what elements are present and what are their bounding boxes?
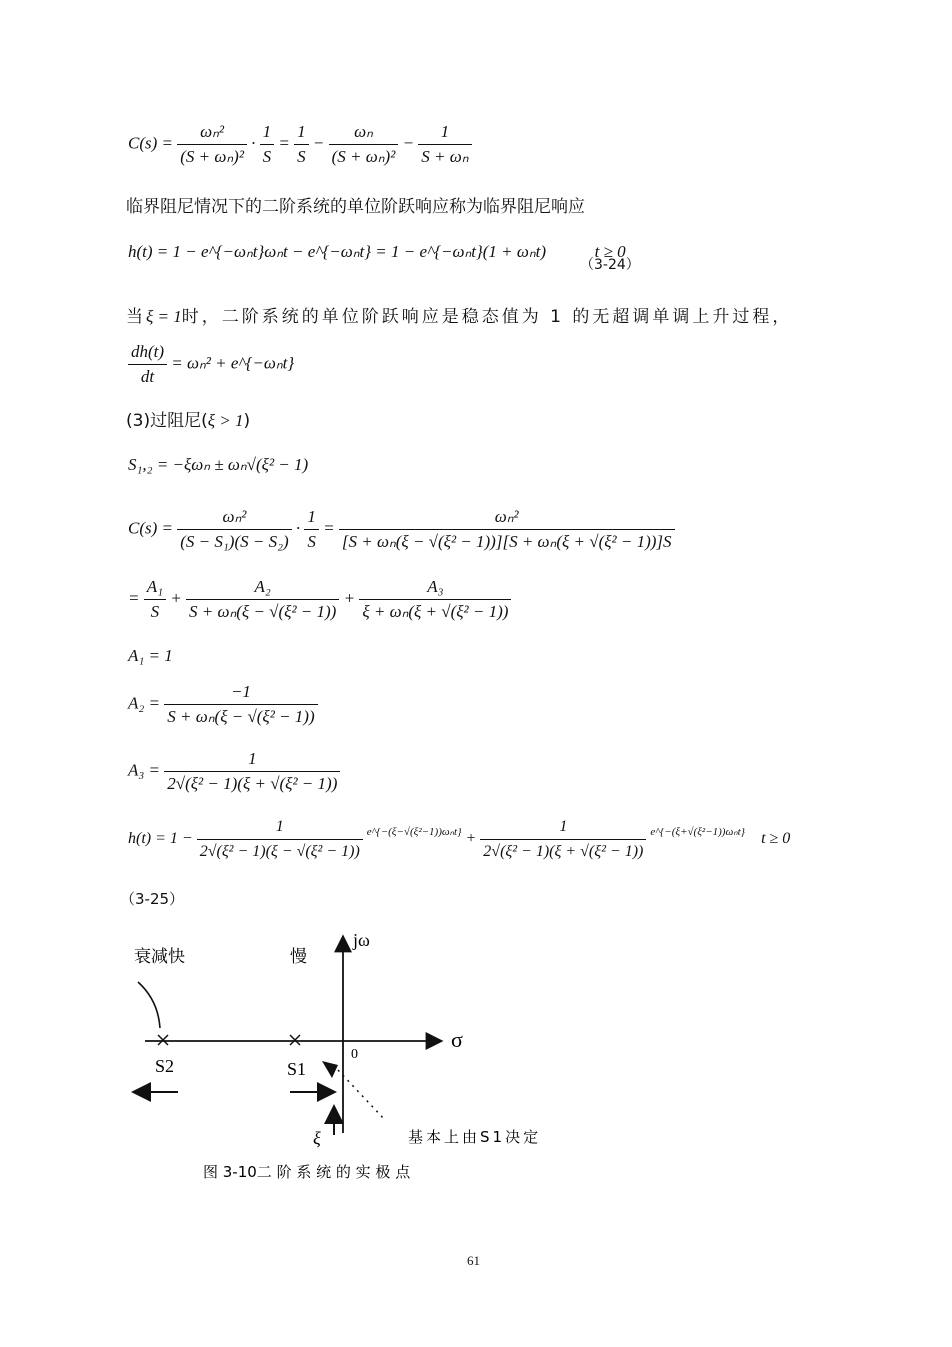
pole-s2-label: S2 bbox=[155, 1056, 175, 1076]
text-when-xi-1: 当ξ = 1时，二阶系统的单位阶跃响应是稳态值为 1 的无超调单调上升过程， bbox=[126, 307, 793, 327]
equation-tag-3-25: （3-25） bbox=[120, 890, 185, 908]
dotted-pointer bbox=[338, 1070, 385, 1120]
equation-dh-dt: $\frac{dh(t)}{dt}$ = ωₙ² + e^{−ωₙt} bbox=[128, 340, 294, 389]
pole-s1-marker bbox=[290, 1035, 300, 1045]
equation-a1: A₁ = 1 bbox=[128, 646, 173, 665]
pole-s2-marker bbox=[158, 1035, 168, 1045]
real-axis-label: σ bbox=[451, 1027, 463, 1052]
label-fast-decay: 衰减快 bbox=[134, 947, 185, 967]
equation-a3: A₃ = $\frac{1}{\text{2√(ξ² − 1)(ξ + √(ξ² − 1))}}$ bbox=[128, 747, 340, 796]
equation-s12: S₁,₂ = −ξωₙ ± ωₙ√(ξ² − 1) bbox=[128, 455, 309, 474]
pointer-arrowhead bbox=[322, 1061, 338, 1078]
pole-s1-label: S1 bbox=[287, 1059, 307, 1079]
real-poles-diagram bbox=[0, 920, 952, 1200]
text-critical-damping: 临界阻尼情况下的二阶系统的单位阶跃响应称为临界阻尼响应 bbox=[126, 197, 585, 217]
label-slow: 慢 bbox=[290, 947, 307, 967]
equation-h-critical: h(t) = 1 − e^{−ωₙt}ωₙt − e^{−ωₙt} = 1 − e^{−ωₙt}(1 + ωₙt) t ≥ 0 bbox=[128, 242, 626, 261]
equation-cs-critical: C(s) = $\frac{\text{ωₙ²}}{\text{(S + ωₙ)²}}$ · $\frac{1}{S}$ = $\frac{1}{S}$ − $\frac{\text{ωₙ}}{\text{(S + ωₙ)²}}$ − $\frac{1}{\text{S + ωₙ}}$ bbox=[128, 120, 472, 169]
imag-axis-label: jω bbox=[353, 930, 370, 950]
figure-caption: 图 3-10二 阶 系 统 的 实 极 点 bbox=[203, 1163, 411, 1181]
text-overdamped: (3)过阻尼(ξ > 1) bbox=[126, 411, 251, 431]
equation-h-overdamped: h(t) = 1 − $\frac{1}{\text{2√(ξ² − 1)(ξ − √(ξ² − 1))}}$ $^{e\^{}\{-(\xi-√(\xi^2-1))\omega_nt\}}$ + $\frac{1}{\text{2√(ξ² − 1)(ξ + √(ξ² − 1))}}$ $^{e\^{}\{-(\xi+√(\xi^2-1))\omega_nt\}}$ t ≥ 0 bbox=[128, 815, 790, 864]
equation-cs-overdamped: C(s) = $\frac{\text{ωₙ²}}{\text{(S − S₁)(S − S₂)}}$ · $\frac{1}{S}$ = $\frac{\text{ωₙ²}}{\text{[S + ωₙ(ξ − √(ξ² − 1))][S + ωₙ(ξ + √(ξ² − 1))]S}}$ bbox=[128, 505, 675, 554]
origin-label: 0 bbox=[351, 1047, 358, 1062]
page-number: 61 bbox=[467, 1253, 480, 1268]
xi-label: ξ bbox=[313, 1128, 321, 1148]
note-determined-by-s1: 基本上由S1决定 bbox=[408, 1128, 542, 1146]
equation-a2: A₂ = $\frac{-1}{\text{S + ωₙ(ξ − √(ξ² − 1))}}$ bbox=[128, 680, 318, 729]
equation-tag-3-24: （3-24） bbox=[580, 257, 640, 273]
fast-decay-arc bbox=[138, 982, 160, 1028]
equation-partial-fraction: = $\frac{\text{A₁}}{S}$ + $\frac{\text{A₂}}{\text{S + ωₙ(ξ − √(ξ² − 1))}}$ + $\frac{\text{A₃}}{\text{ξ + ωₙ(ξ + √(ξ² − 1))}}$ bbox=[128, 575, 511, 624]
